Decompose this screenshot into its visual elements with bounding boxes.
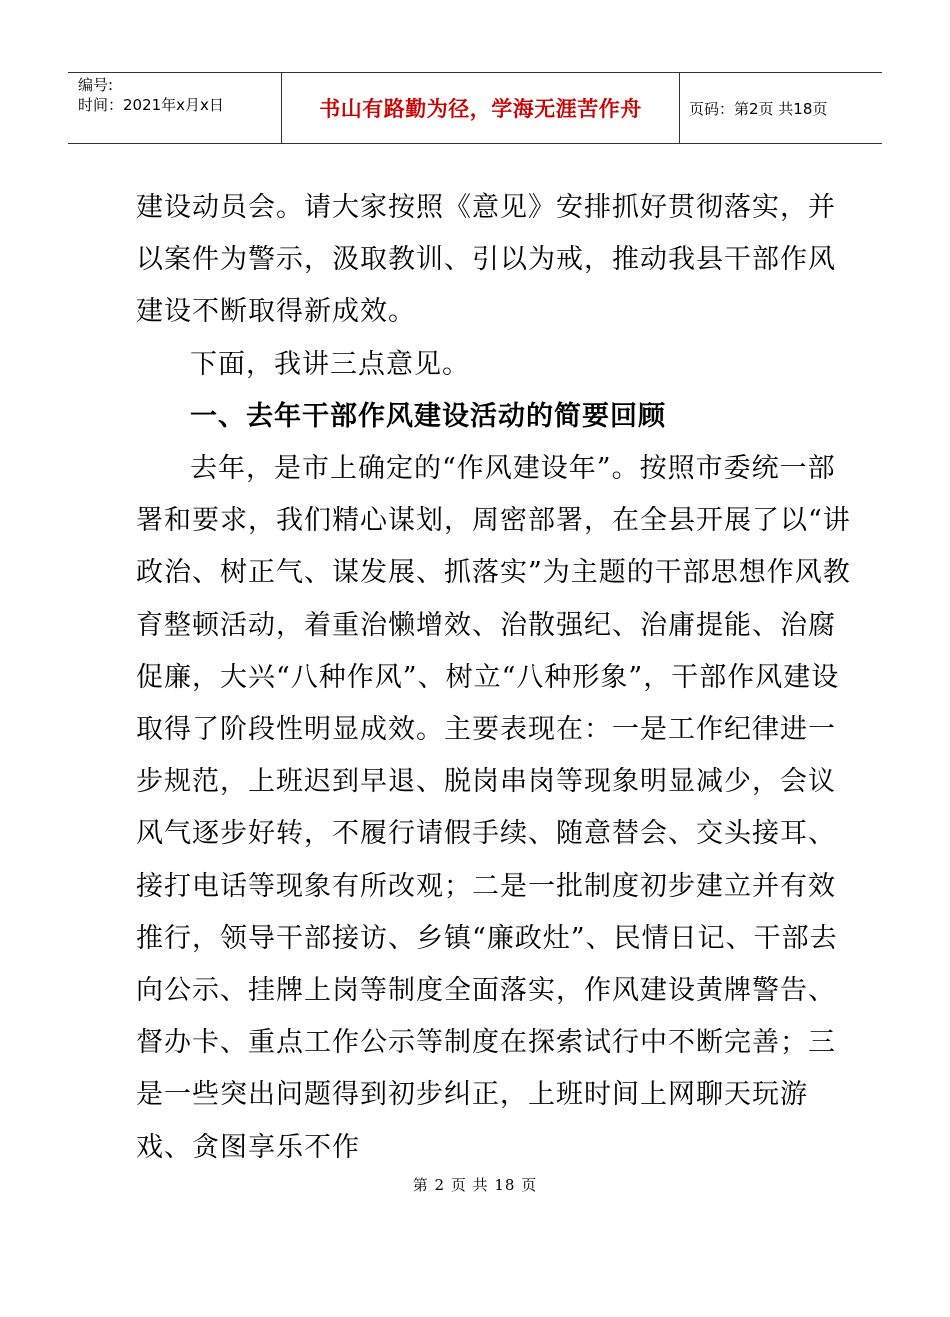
document-header — [68, 72, 882, 144]
header-motto: 书山有路勤为径，学海无涯苦作舟 — [282, 73, 680, 143]
document-number-label: 编号: — [78, 76, 114, 94]
page-footer: 第 2 页 共 18 页 — [412, 1176, 538, 1194]
paragraph-intro: 下面，我讲三点意见。 — [190, 348, 470, 380]
section-heading: 一、去年干部作风建设活动的简要回顾 — [190, 400, 666, 432]
header-page-info: 页码：第2页 共18页 — [689, 99, 828, 118]
document-body — [136, 182, 856, 1174]
paragraph-continuation: 建设动员会。请大家按照《意见》安排抓好贯彻落实，并以案件为警示，汲取教训、引以为戒，推动我县干部作风建设不断取得新成效。 — [136, 192, 836, 328]
header-meta-cell — [68, 73, 282, 143]
paragraph-review: 去年，是市上确定的“作风建设年”。按照市委统一部署和要求，我们精心谋划，周密部署，在全县开展了以“讲政治、树正气、谋发展、抓落实”为主题的干部思想作风教育整顿活动，着重治懒增效、治散强纪、治庸提能、治腐促廉，大兴“八种作风”、树立“八种形象”，干部作风建设取得了阶段性明显成效。主要表现在：一是工作纪律进一步规范，上班迟到早退、脱岗串岗等现象明显减少，会议风气逐步好转，不履行请假手续、随意替会、交头接耳、接打电话等现象有所改观；二是一批制度初步建立并有效推行，领导干部接访、乡镇“廉政灶”、民情日记、干部去向公示、挂牌上岗等制度全面落实，作风建设黄牌警告、督办卡、重点工作公示等制度在探索试行中不断完善；三是一些突出问题得到初步纠正，上班时间上网聊天玩游戏、贪图享乐不作 — [136, 453, 851, 1163]
document-time-label: 时间：2021年x月x日 — [78, 96, 224, 114]
